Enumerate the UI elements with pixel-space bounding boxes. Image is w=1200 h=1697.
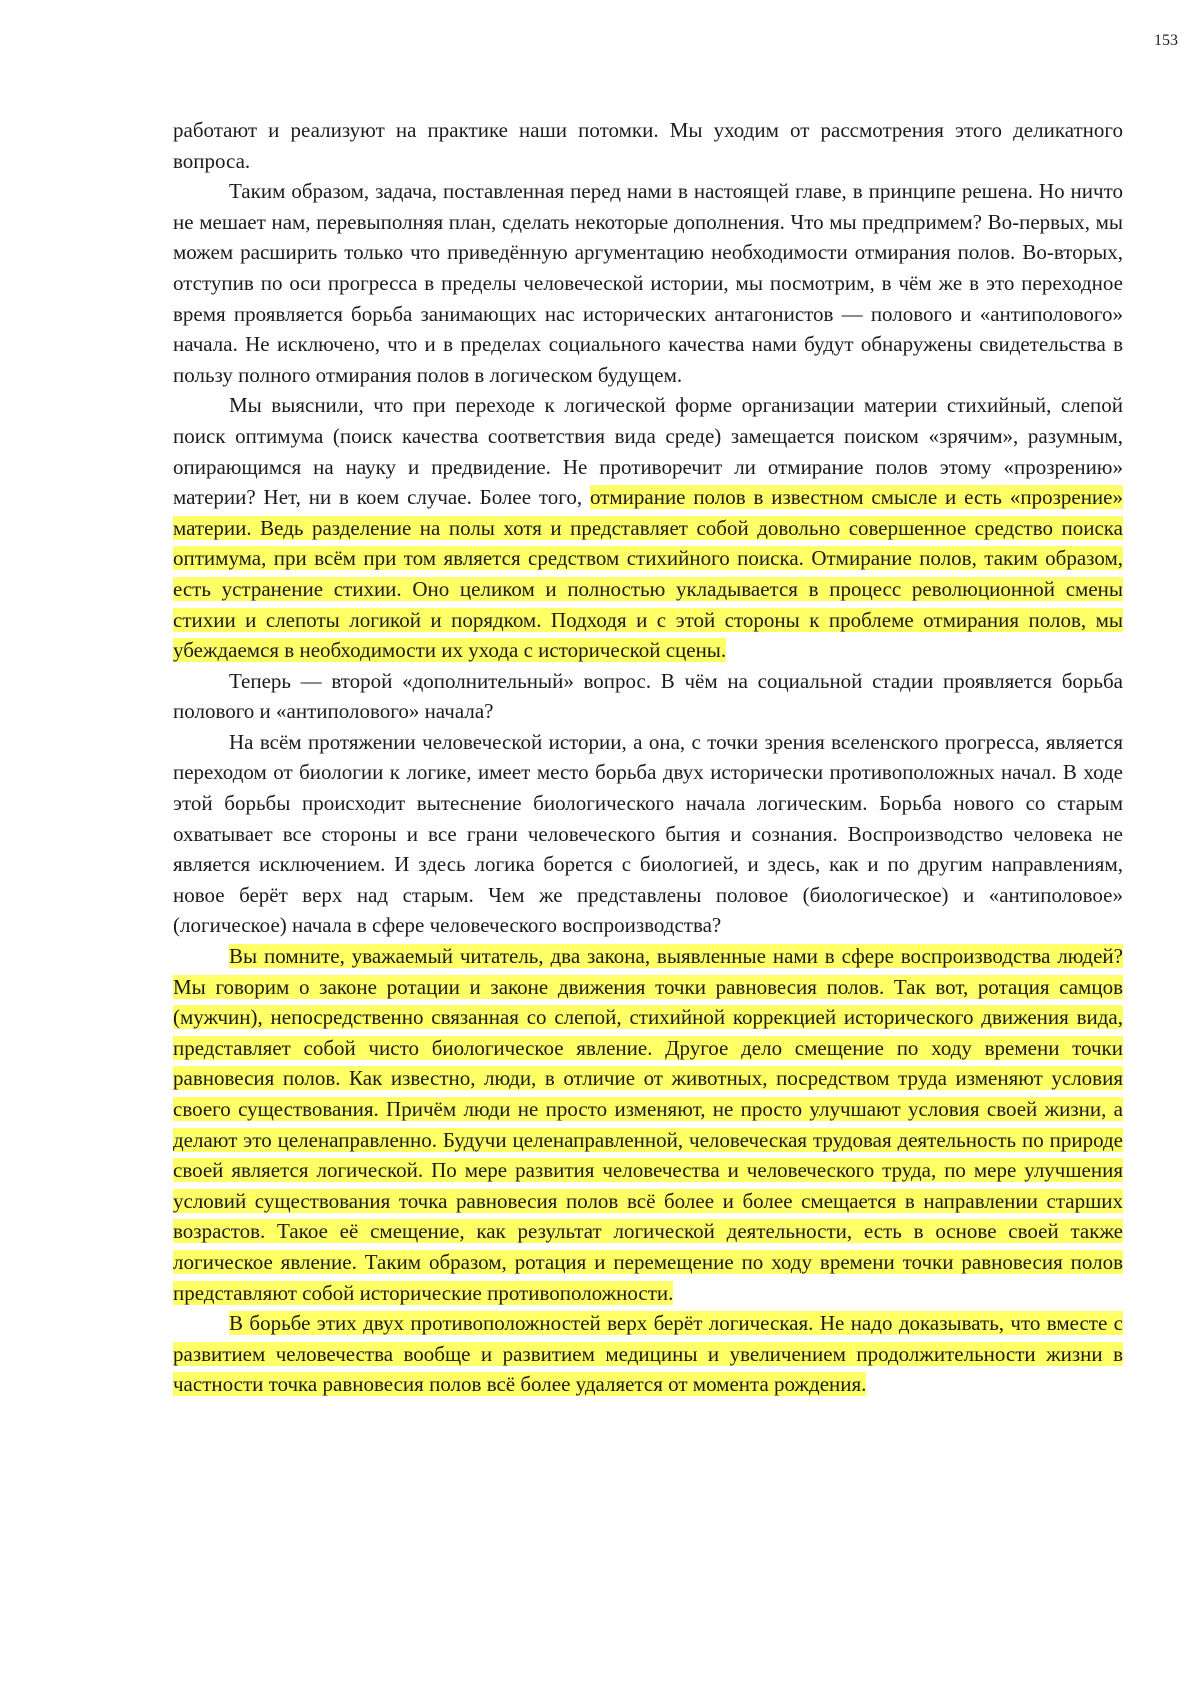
paragraph-text: Теперь — второй «дополнительный» вопрос. В чём на социальной стадии проявляется борьба полового и «антиполового» начала?: [173, 669, 1123, 724]
paragraph-text: Мы выяснили, что при переходе к логической форме организации материи стихийный, слепой поиск оптимума (поиск качества соответствия вида среде) замещается поиском «зрячим», разумным, опирающимся на науку и предвидение. Не противоречит ли отмирание полов этому «прозрению» материи? Нет, ни в коем случае. Более того,: [173, 393, 1123, 509]
paragraph-text: Таким образом, задача, поставленная перед нами в настоящей главе, в принципе решена. Но ничто не мешает нам, перевыполняя план, сделать некоторые дополнения. Что мы предпримем? Во-первых, мы можем расширить только что приведённую аргументацию необходимости отмирания полов. Во-вторых, отступив по оси прогресса в пределы человеческой истории, мы посмотрим, в чём же в это переходное время проявляется борьба занимающих нас исторических антагонистов — полового и «антиполового» начала. Не исключено, что и в пределах социального качества нами будут обнаружены свидетельства в пользу полного отмирания полов в логическом будущем.: [173, 179, 1123, 387]
page-number: 153: [1154, 32, 1178, 50]
paragraph: [173, 727, 1123, 941]
paragraph: [173, 941, 1123, 1308]
paragraph: [173, 115, 1123, 176]
paragraph: [173, 390, 1123, 665]
highlighted-text: В борьбе этих двух противоположностей верх берёт логическая. Не надо доказывать, что вместе с развитием человечества вообще и развитием медицины и увеличением продолжительности жизни в частности точка равновесия полов всё более удаляется от момента рождения.: [173, 1311, 1123, 1396]
paragraph: [173, 666, 1123, 727]
highlighted-text: Вы помните, уважаемый читатель, два закона, выявленные нами в сфере воспроизводства людей? Мы говорим о законе ротации и законе движения точки равновесия полов. Так вот, ротация самцов (мужчин), непосредственно связанная со слепой, стихийной коррекцией исторического движения вида, представляет собой чисто биологическое явление. Другое дело смещение по ходу времени точки равновесия полов. Как известно, люди, в отличие от животных, посредством труда изменяют условия своего существования. Причём люди не просто изменяют, не просто улучшают условия своей жизни, а делают это целенаправленно. Будучи целенаправленной, человеческая трудовая деятельность по природе своей является логической. По мере развития человечества и человеческого труда, по мере улучшения условий существования точка равновесия полов всё более и более смещается в направлении старших возрастов. Такое её смещение, как результат логической деятельности, есть в основе своей также логическое явление. Таким образом, ротация и перемещение по ходу времени точки равновесия полов представляют собой исторические противоположности.: [173, 944, 1123, 1305]
paragraph-text: На всём протяжении человеческой истории, а она, с точки зрения вселенского прогресса, является переходом от биологии к логике, имеет место борьба двух исторически противоположных начал. В ходе этой борьбы происходит вытеснение биологического начала логическим. Борьба нового со старым охватывает все стороны и все грани человеческого бытия и сознания. Воспроизводство человека не является исключением. И здесь логика борется с биологией, и здесь, как и по другим направлениям, новое берёт верх над старым. Чем же представлены половое (биологическое) и «антиполовое» (логическое) начала в сфере человеческого воспроизводства?: [173, 730, 1123, 938]
paragraph-text: работают и реализуют на практике наши потомки. Мы уходим от рассмотрения этого деликатного вопроса.: [173, 118, 1123, 173]
paragraph: [173, 1308, 1123, 1400]
paragraph: [173, 176, 1123, 390]
document-body: [173, 115, 1123, 1400]
highlighted-text: отмирание полов в известном смысле и есть «прозрение» материи. Ведь разделение на полы хотя и представляет собой довольно совершенное средство поиска оптимума, при всём при том является средством стихийного поиска. Отмирание полов, таким образом, есть устранение стихии. Оно целиком и полностью укладывается в процесс революционной смены стихии и слепоты логикой и порядком. Подходя и с этой стороны к проблеме отмирания полов, мы убеждаемся в необходимости их ухода с исторической сцены.: [173, 485, 1123, 662]
